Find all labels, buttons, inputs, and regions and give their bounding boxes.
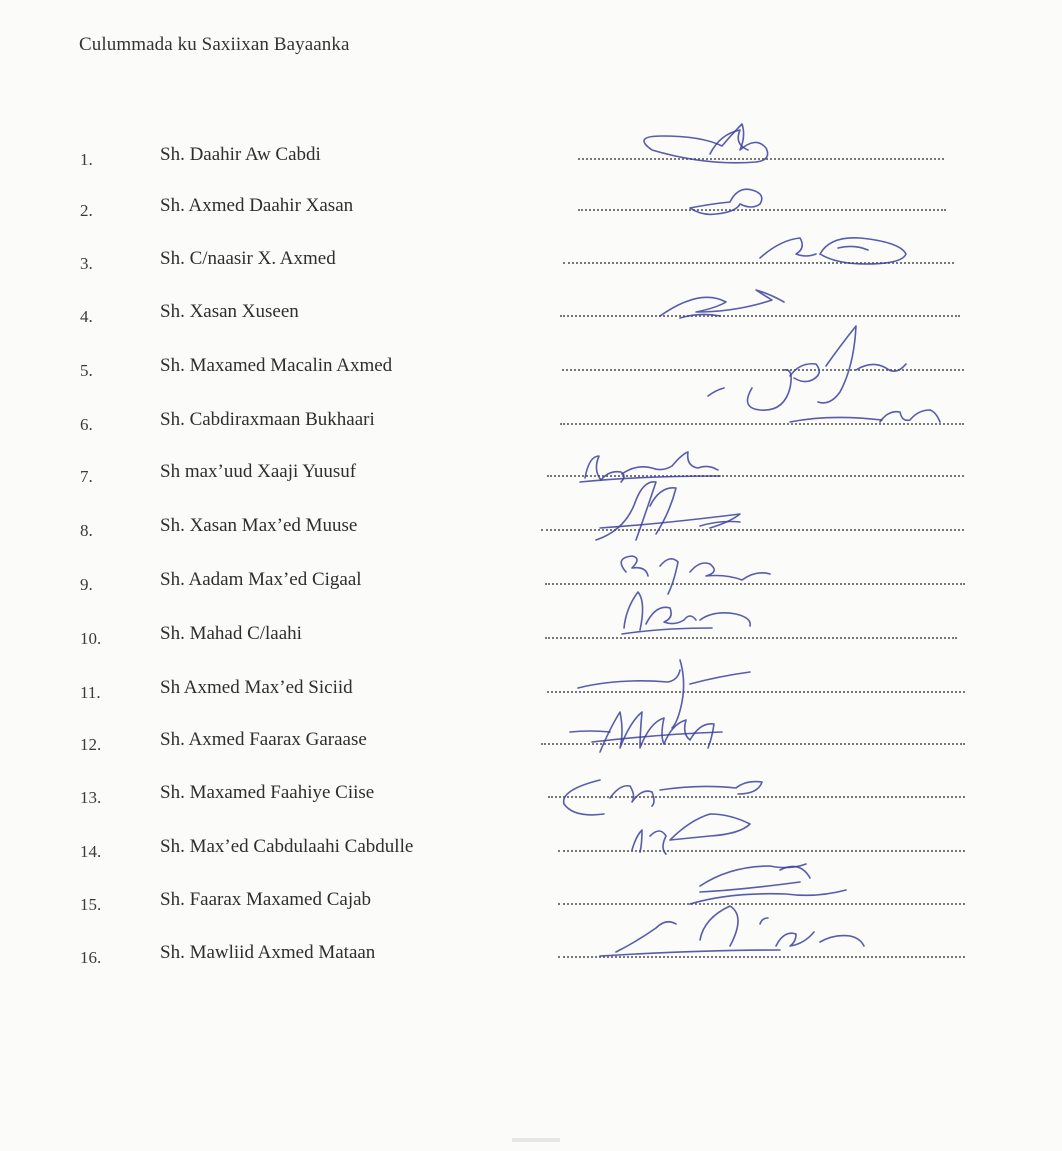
signatory-row [0,355,1062,405]
document-heading: Culummada ku Saxiixan Bayaanka [79,34,350,55]
signatory-name: Sh. Mahad C/laahi [160,623,302,644]
signature-line [558,850,965,852]
signatory-name: Sh. C/naasir X. Axmed [160,248,336,269]
row-number: 7. [80,467,93,486]
signatory-name: Sh. Xasan Xuseen [160,301,299,322]
signatory-name: Sh. Maxamed Faahiye Ciise [160,782,375,803]
row-number: 10. [80,629,102,648]
row-number: 4. [80,307,93,326]
signatory-name: Sh. Axmed Faarax Garaase [160,729,367,750]
signatory-row [0,942,1062,992]
row-number: 2. [80,201,93,220]
row-number: 5. [80,361,93,380]
row-number: 8. [80,521,93,540]
row-number: 9. [80,575,93,594]
signatory-name: Sh Axmed Max’ed Siciid [160,677,353,698]
signatory-row [0,889,1062,939]
row-number: 15. [80,895,102,914]
signature-line [545,637,957,639]
signatory-name: Sh. Max’ed Cabdulaahi Cabdulle [160,836,414,857]
signatory-name: Sh. Xasan Max’ed Muuse [160,515,358,536]
row-number: 13. [80,788,102,807]
signature-line [547,475,964,477]
signatory-name: Sh max’uud Xaaji Yuusuf [160,461,357,482]
signatory-row [0,623,1062,673]
signature-line [558,903,965,905]
row-number: 6. [80,415,93,434]
signatory-row [0,569,1062,619]
signature-line [545,583,965,585]
signatory-row [0,836,1062,886]
signature-line [562,369,964,371]
row-number: 14. [80,842,102,861]
signature-line [541,529,964,531]
row-number: 16. [80,948,102,967]
signatory-name: Sh. Faarax Maxamed Cajab [160,889,372,910]
signature-line [558,956,965,958]
signature-line [560,423,964,425]
signatory-row [0,461,1062,511]
signature-line [578,158,944,160]
signature-line [578,209,946,211]
signatory-name: Sh. Aadam Max’ed Cigaal [160,569,362,590]
signatory-name: Sh. Maxamed Macalin Axmed [160,355,393,376]
signatory-name: Sh. Mawliid Axmed Mataan [160,942,376,963]
row-number: 11. [80,683,101,702]
signature-line [560,315,960,317]
signature-line [563,262,954,264]
row-number: 1. [80,150,93,169]
signatory-name: Sh. Cabdiraxmaan Bukhaari [160,409,375,430]
signatory-row [0,409,1062,459]
signatory-row [0,144,1062,194]
signatory-row [0,729,1062,779]
signatory-name: Sh. Daahir Aw Cabdi [160,144,321,165]
signatory-row [0,515,1062,565]
page-footer-mark [512,1138,560,1142]
row-number: 3. [80,254,93,273]
signatory-row [0,195,1062,245]
signatory-row [0,677,1062,727]
signature-line [541,743,965,745]
signatory-row [0,782,1062,832]
signatory-name: Sh. Axmed Daahir Xasan [160,195,354,216]
signature-line [547,691,965,693]
row-number: 12. [80,735,102,754]
signatory-row [0,248,1062,298]
signatory-row [0,301,1062,351]
signature-line [548,796,965,798]
